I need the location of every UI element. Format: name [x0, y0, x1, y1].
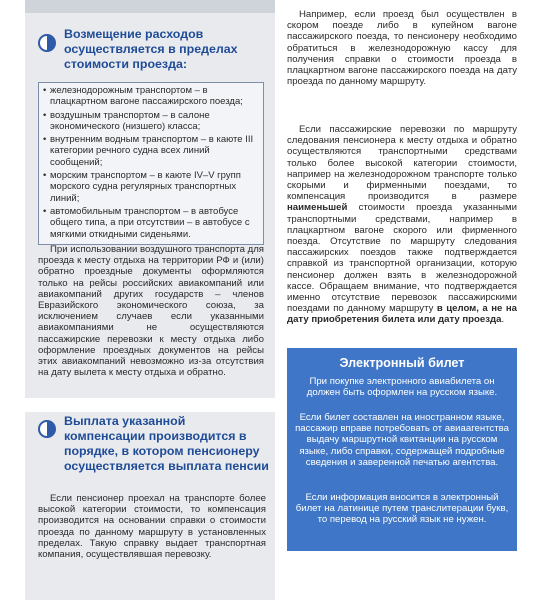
- half-circle-icon: [38, 420, 56, 438]
- electronic-ticket-box: [287, 348, 517, 551]
- section-heading-reimbursement: Возмещение расходов осуществляется в пределах стоимости проезда:: [64, 27, 238, 71]
- list-item: • автомобильным транспортом – в автобусе общего типа, а при отсутствии – в автобусе с мягкими откидными сиденьями.: [43, 206, 259, 240]
- text-run: .: [501, 314, 505, 326]
- bold-text: наименьшей: [287, 202, 348, 214]
- list-item: • воздушным транспортом – в салоне экономического (низшего) класса;: [43, 110, 259, 133]
- air-transport-paragraph: При использовании воздушного транспорта для проезда к месту отдыха на территории РФ и (или) обратно проездные документы оформляются только на рейсы российских авиакомпаний или авиакомпаний других государств – членов Евразийского экономического союза, за исключением случаев если указанными авиакомпаниями не осуществляются пассажирские перевозки к месту отдыха либо оформление проездных документов на рейсы этих авиакомпаний невозможно из-за отсутствия на дату вылета к месту отдыха и обратно.: [38, 244, 264, 379]
- ticket-paragraph: При покупке электронного авиабилета он должен быть оформлен на русском языке.: [306, 376, 498, 399]
- text-run: стоимости проезда указанными транспортными средствами, например в плацкартном вагоне скорого или фирменного поезда. Отсутствие по маршруту следования пассажирских поездов также подтверждается справкой из транспортной организации, которую пенсионер должен взять в железнодорожной кассе. Обращаем внимание, что подтверждается именно отсутствие перевозок пассажирскими поездами по данному маршруту: [287, 202, 517, 315]
- bold-text: в целом, а не на дату приобретения билета или дату проезда: [287, 303, 517, 326]
- higher-category-paragraph: Если пенсионер проехал на транспорте более высокой категории стоимости, то компенсация производится на основании справки о стоимости проезда по данному маршруту в установленных пределах. Такую справку выдает транспортная компания, осуществлявшая перевозку.: [38, 493, 266, 561]
- example-paragraph: Например, если проезд был осуществлен в скором поезде либо в купейном вагоне пассажирского поезда, то пенсионеру необходимо обратиться в железнодорожную кассу для получения справки о стоимости проезда в плацкартном вагоне пассажирского поезда на дату проезда по данному маршруту.: [287, 9, 517, 88]
- section-heading-payment: Выплата указанной компенсации производится в порядке, в котором пенсионеру осуществляется выплата пенсии: [64, 414, 269, 473]
- list-item: • морским транспортом – в каюте IV–V групп морского судна регулярных транспортных линий;: [43, 170, 259, 204]
- list-item: • внутренним водным транспортом – в каюте III категории речного судна всех линий сообщений;: [43, 134, 259, 168]
- panel-gap: [25, 398, 275, 412]
- half-circle-icon: [38, 34, 56, 52]
- ticket-paragraph: Если информация вносится в электронный билет на латинице путем транслитерации букв, то перевод на русский язык не нужен.: [295, 492, 509, 526]
- left-panel-top-bar: [25, 0, 275, 13]
- electronic-ticket-title: Электронный билет: [339, 356, 465, 370]
- higher-cost-paragraph: [287, 124, 517, 326]
- transport-list-box: [38, 82, 264, 245]
- list-item: • железнодорожным транспортом – в плацкартном вагоне пассажирского поезда;: [43, 85, 259, 108]
- ticket-paragraph: Если билет составлен на иностранном языке, пассажир вправе потребовать от авиаагентства выдачу маршрутной квитанции на русском языке, либо справки, содержащей подробные сведения и заверенной печатью агентства.: [295, 412, 509, 468]
- transport-list: [43, 85, 259, 240]
- text-run: Если пассажирские перевозки по маршруту следования пенсионера к месту отдыха и обратно осуществляются транспортными средствами только более высокой категории стоимости, например на железнодорожном транспорте только скорыми и фирменными поездами, то компенсация производится в размере: [287, 124, 517, 203]
